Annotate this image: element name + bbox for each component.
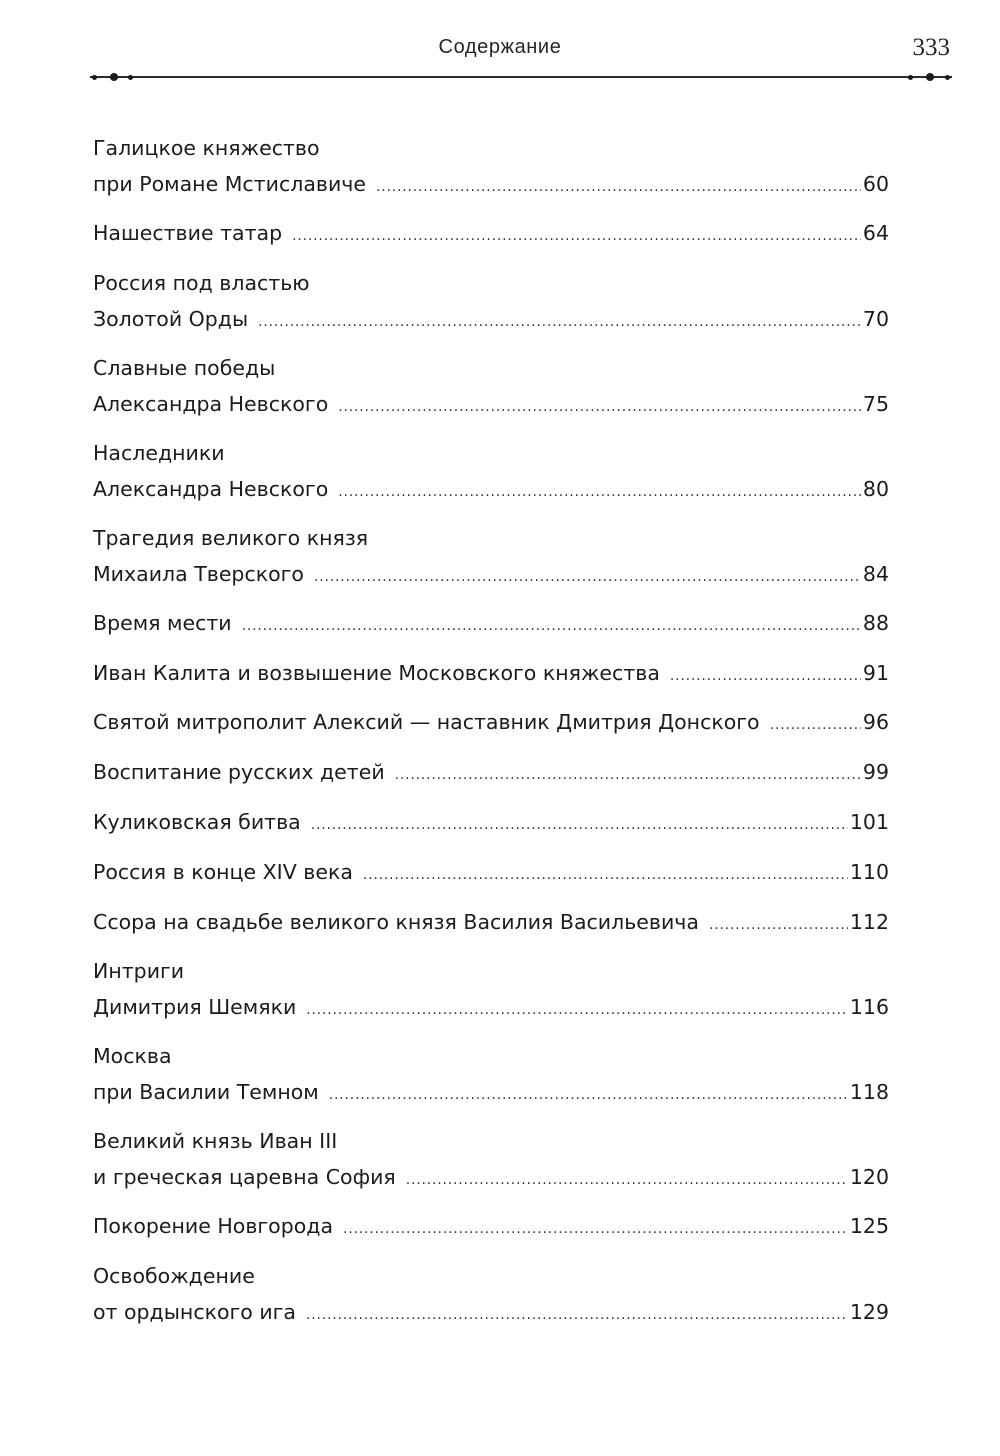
rule-dot-icon [926, 73, 934, 81]
toc-entry [93, 520, 889, 592]
toc-entry-row [93, 605, 889, 641]
toc-entry [93, 1123, 889, 1195]
toc-entry-title-line: при Романе Мстиславиче [93, 172, 367, 196]
rule-dot-icon [908, 75, 913, 80]
toc-entry-title-line: Галицкое княжество [93, 136, 320, 160]
rule-dot-icon [92, 75, 97, 80]
toc-entry [93, 435, 889, 507]
toc-entry-title-line: Славные победы [93, 355, 276, 380]
toc-entry-title-line: Воспитание русских детей [93, 760, 385, 785]
rule-line [90, 76, 952, 78]
toc-entry-title-line: Ссора на свадьбе великого князя Василия Васильевича [93, 909, 699, 934]
dot-leader [311, 807, 848, 843]
toc-entry-title-line: и греческая царевна София [93, 1165, 396, 1190]
table-of-contents [93, 130, 889, 1343]
toc-page-number: 60 [862, 172, 889, 196]
toc-entry [93, 704, 889, 740]
toc-entry-title-line: Димитрия Шемяки [93, 995, 297, 1020]
toc-entry-row [93, 704, 889, 740]
toc-entry-row [93, 1159, 889, 1195]
toc-entry-title-line: Время мести [93, 610, 232, 635]
toc-entry-row [93, 854, 889, 890]
toc-entry-row [93, 556, 889, 592]
toc-entry [93, 904, 889, 940]
page-number: 333 [912, 34, 950, 61]
toc-page-number: 99 [862, 760, 889, 785]
toc-page-number: 70 [862, 306, 889, 331]
toc-entry-row [93, 215, 889, 251]
dot-leader [343, 1211, 848, 1247]
toc-entry [93, 754, 889, 790]
toc-entry [93, 605, 889, 641]
toc-page-number: 84 [862, 561, 889, 586]
dot-leader [376, 169, 861, 205]
dot-leader [395, 757, 861, 793]
toc-entry [93, 953, 889, 1025]
toc-entry-title-line: Куликовская битва [93, 809, 301, 834]
toc-entry [93, 265, 889, 337]
dot-leader [770, 707, 861, 743]
toc-entry-title-line: Интриги [93, 959, 185, 984]
toc-entry-row [93, 904, 889, 940]
dot-leader [314, 559, 861, 595]
toc-entry-title-line: Иван Калита и возвышение Московского княжества [93, 660, 660, 685]
toc-entry-row [93, 1208, 889, 1244]
toc-page-number: 129 [849, 1300, 889, 1325]
toc-entry-row [93, 804, 889, 840]
toc-entry-row [93, 471, 889, 507]
dot-leader [258, 304, 861, 340]
header-ornamental-rule [90, 73, 952, 81]
toc-page-number: 110 [849, 859, 889, 884]
dot-leader [709, 907, 848, 943]
toc-page-number: 91 [862, 660, 889, 685]
rule-dot-icon [945, 75, 950, 80]
toc-entry-title-line: Михаила Тверского [93, 561, 304, 586]
toc-entry-title-line: Александра Невского [93, 391, 329, 416]
running-head-title: Содержание [438, 36, 562, 58]
dot-leader [306, 1297, 848, 1333]
toc-entry [93, 350, 889, 422]
toc-page-number: 101 [849, 809, 889, 834]
toc-entry [93, 1258, 889, 1330]
toc-entry-row [93, 166, 889, 202]
dot-leader [306, 992, 848, 1028]
toc-entry [93, 804, 889, 840]
dot-leader [292, 218, 861, 254]
toc-entry [93, 1208, 889, 1244]
toc-entry-title-line: Александра Невского [93, 476, 329, 501]
toc-entry-row [93, 386, 889, 422]
toc-page-number: 116 [849, 995, 889, 1020]
toc-page-number: 120 [849, 1165, 889, 1190]
toc-entry-title-line: Москва [93, 1044, 172, 1069]
toc-page-number: 64 [862, 221, 889, 245]
toc-entry [93, 215, 889, 251]
toc-entry-title-line: Россия под властью [93, 270, 310, 295]
dot-leader [329, 1077, 848, 1113]
dot-leader [338, 474, 861, 510]
toc-entry-title-line: Золотой Орды [93, 306, 249, 331]
rule-dot-icon [110, 73, 118, 81]
toc-entry-title-line: Россия в конце XIV века [93, 859, 353, 884]
toc-entry-title-line: от ордынского ига [93, 1300, 296, 1325]
toc-entry-title-line: при Василии Темном [93, 1080, 319, 1105]
toc-entry-title-line: Освобождение [93, 1264, 255, 1289]
toc-page-number: 118 [849, 1080, 889, 1105]
dot-leader [338, 389, 861, 425]
toc-entry [93, 854, 889, 890]
dot-leader [363, 857, 848, 893]
toc-entry-row [93, 989, 889, 1025]
toc-entry-title-line: Наследники [93, 440, 225, 465]
dot-leader [406, 1162, 848, 1198]
toc-page-number: 75 [862, 391, 889, 416]
dot-leader [670, 658, 861, 694]
toc-entry-row [93, 655, 889, 691]
toc-page-number: 96 [862, 710, 889, 735]
toc-entry-title-line: Святой митрополит Алексий — наставник Дмитрия Донского [93, 710, 760, 735]
running-head [0, 34, 1000, 66]
dot-leader [242, 608, 861, 644]
toc-page-number: 112 [849, 909, 889, 934]
toc-entry-row [93, 1294, 889, 1330]
rule-dot-icon [128, 75, 133, 80]
toc-page-number: 80 [862, 476, 889, 501]
toc-entry-title-line: Великий князь Иван III [93, 1129, 338, 1154]
toc-entry-row [93, 754, 889, 790]
toc-entry-row [93, 301, 889, 337]
toc-entry-title-line: Трагедия великого князя [93, 525, 369, 550]
toc-page-number: 88 [862, 610, 889, 635]
toc-page-number: 125 [849, 1214, 889, 1239]
toc-entry-title-line: Покорение Новгорода [93, 1214, 334, 1239]
toc-entry-title-line: Нашествие татар [93, 221, 283, 245]
toc-entry [93, 130, 889, 202]
toc-entry-row [93, 1074, 889, 1110]
toc-entry [93, 655, 889, 691]
toc-entry [93, 1038, 889, 1110]
